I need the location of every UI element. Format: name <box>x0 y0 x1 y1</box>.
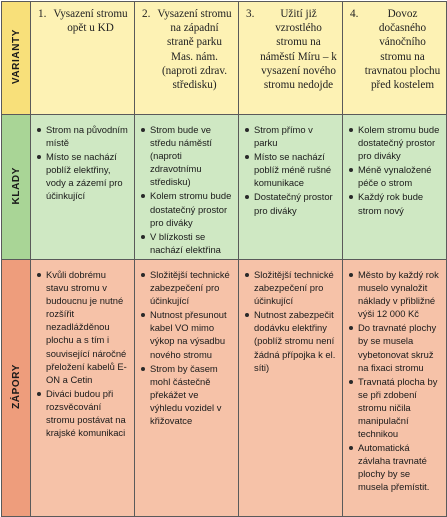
list-item: Kolem stromu bude dostatečný prostor pro diváky <box>140 189 232 228</box>
row-label-klady <box>2 115 31 260</box>
row-label-text: KLADY <box>10 167 22 205</box>
variant-title: Vysazení stromu na západní straně parku Mas. nám. (naproti zdrav. středisku) <box>157 8 232 92</box>
zapory-cell-3 <box>239 259 343 516</box>
variant-title: Vysazení stromu opět u KD <box>53 8 128 35</box>
list-item: Místo se nachází poblíž méně rušné komunikace <box>244 150 336 189</box>
list-item: Strom by časem mohl částečně překážet ve výhledu vozidel v křižovatce <box>140 362 232 427</box>
variant-header-4 <box>343 2 447 115</box>
list-item: Město by každý rok muselo vynaložit náklady v přibližné výši 12 000 Kč <box>348 268 440 320</box>
klady-cell-3 <box>239 115 343 260</box>
list-item: Strom na původním místě <box>36 123 128 149</box>
list-item: Nutnost zabezpečit dodávku elektřiny (poblíž stromu není žádná přípojka k el. síti) <box>244 308 336 373</box>
variant-title: Užití již vzrostlého stromu na náměstí Míru – k vysazení nového stromu nedojde <box>260 8 337 92</box>
variant-title: Dovoz dočasného vánočního stromu na travnatou plochu před kostelem <box>364 8 441 92</box>
variant-number: 2. <box>142 8 151 20</box>
zapory-cell-4 <box>343 259 447 516</box>
list-item: Travnatá plocha by se při zdobení stromu ničila manipulační technikou <box>348 375 440 440</box>
variant-header-2 <box>135 2 239 115</box>
row-label-text: ZÁPORY <box>10 364 22 410</box>
list-item: Místo se nachází poblíž elektřiny, vody a zázemí pro účinkující <box>36 150 128 202</box>
klady-cell-1 <box>31 115 135 260</box>
variant-header-3 <box>239 2 343 115</box>
list-item: Kvůli dobrému stavu stromu v budoucnu je nutné rozšířit nezadlážděnou plochu a s tím i související náročné přeložení kabelů E-ON a Cetin <box>36 268 128 386</box>
list-item: Strom bude ve středu náměstí (naproti zdravotnímu středisku) <box>140 123 232 188</box>
list-item: Strom přímo v parku <box>244 123 336 149</box>
zapory-cell-1 <box>31 259 135 516</box>
variant-number: 3. <box>246 8 255 20</box>
varianty-row <box>2 2 447 115</box>
list-item: Složitější technické zabezpečení pro účinkující <box>140 268 232 307</box>
list-item: Do travnaté plochy by se musela vybetonovat skruž na fixaci stromu <box>348 321 440 373</box>
list-item: V blízkosti se nachází elektřina <box>140 230 232 256</box>
variant-number: 1. <box>38 8 47 20</box>
row-label-text: VARIANTY <box>10 29 22 85</box>
variant-header-1 <box>31 2 135 115</box>
row-label-zapory <box>2 259 31 516</box>
zapory-cell-2 <box>135 259 239 516</box>
zapory-row <box>2 259 447 516</box>
klady-row <box>2 115 447 260</box>
list-item: Diváci budou při rozsvěcování stromu postávat na krajské komunikaci <box>36 387 128 439</box>
list-item: Automatická závlaha travnaté plochy by se musela přemístit. <box>348 441 440 493</box>
variant-number: 4. <box>350 8 359 20</box>
list-item: Složitější technické zabezpečení pro účinkující <box>244 268 336 307</box>
list-item: Nutnost přesunout kabel VO mimo výkop na výsadbu nového stromu <box>140 308 232 360</box>
row-label-varianty <box>2 2 31 115</box>
klady-cell-2 <box>135 115 239 260</box>
klady-cell-4 <box>343 115 447 260</box>
list-item: Dostatečný prostor pro diváky <box>244 190 336 216</box>
comparison-table <box>1 1 447 517</box>
list-item: Každý rok bude strom nový <box>348 190 440 216</box>
list-item: Méně vynaložené péče o strom <box>348 163 440 189</box>
list-item: Kolem stromu bude dostatečný prostor pro diváky <box>348 123 440 162</box>
